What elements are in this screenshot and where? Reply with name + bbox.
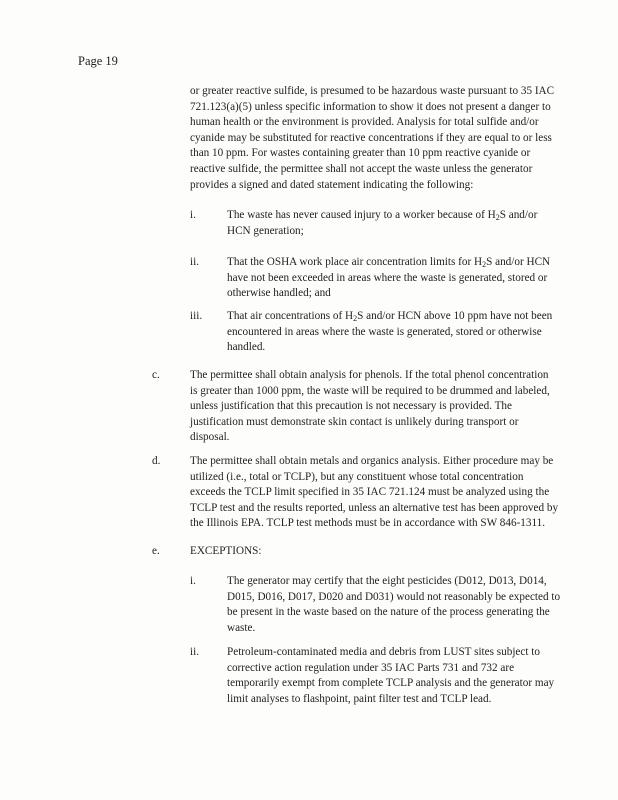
item-d-text: The permittee shall obtain metals and organics analysis. Either procedure may be utilized (i.e., total or TCLP), but any constituent whose total concentration exceeds the TCLP limit specified in 35 IAC 721.124 must be analyzed using the TCLP test and the results reported, unless an alternative test has been approved by the Illinois EPA. TCLP test methods must be in accordance with SW 846-1311. — [190, 455, 559, 530]
statement-1: The waste has never caused injury to a worker because of $H_2S$ and/or HCN generation; — [227, 209, 538, 237]
statement-marker-3: iii. — [190, 310, 203, 322]
item-c-text: The permittee shall obtain analysis for phenols. If the total phenol concentration is greater than 1000 ppm, the waste will be required to be drummed and labeled, unless justification that this precaution is not necessary is provided. The justification must demonstrate skin contact is unlikely during transport or disposal. — [190, 369, 550, 444]
exception-1: The generator may certify that the eight pesticides (D012, D013, D014, D015, D016, D017, D020 and D031) would not reasonably be expected to be present in the waste based on the nature of the process generating the waste. — [227, 575, 561, 634]
statement-3: That air concentrations of $H_2S$ and/or HCN above 10 ppm have not been encountered in areas where the waste is generated, stored or otherwise handled. — [227, 310, 553, 354]
statement-2: That the OSHA work place air concentration limits for $H_2S$ and/or HCN have not been exceeded in areas where the waste is generated, stored or otherwise handled; and — [227, 256, 551, 300]
item-c-marker: c. — [152, 369, 160, 381]
item-e-text: EXCEPTIONS: — [190, 545, 262, 557]
page-number: Page 19 — [78, 54, 118, 68]
exception-2: Petroleum-contaminated media and debris from LUST sites subject to corrective action regulation under 35 IAC Parts 731 and 732 are temporarily exempt from complete TCLP analysis and the generator may limit analyses to flashpoint, paint filter test and TCLP lead. — [227, 646, 555, 705]
statement-marker-1: i. — [190, 209, 196, 221]
item-e-marker: e. — [152, 545, 160, 557]
exception-marker-2: ii. — [190, 646, 200, 658]
statement-marker-2: ii. — [190, 256, 200, 268]
exception-marker-1: i. — [190, 575, 196, 587]
item-d-marker: d. — [152, 455, 161, 467]
intro-paragraph: or greater reactive sulfide, is presumed to be hazardous waste pursuant to 35 IAC 721.123(a)(5) unless specific information to show it does not present a danger to human health or the environment is provided. Analysis for total sulfide and/or cyanide may be substituted for reactive concentrations if they are equal to or less than 10 ppm. For wastes containing greater than 10 ppm reactive cyanide or reactive sulfide, the permittee shall not accept the waste unless the generator provides a signed and dated statement indicating the following: — [190, 85, 555, 191]
